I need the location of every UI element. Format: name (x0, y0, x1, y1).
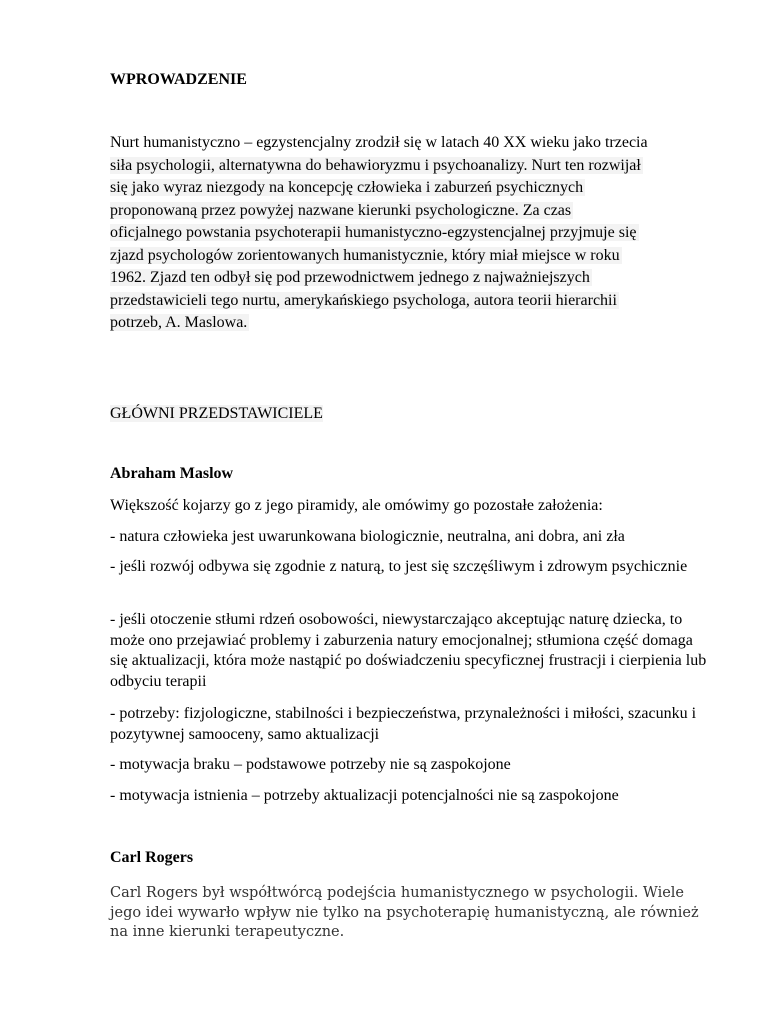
intro-line: 1962. Zjazd ten odbył się pod przewodnictwem jednego z najważniejszych (110, 269, 590, 286)
maslow-point: - potrzeby: fizjologiczne, stabilności i bezpieczeństwa, przynależności i miłości, szacunku i pozytywnej samooceny, samo aktualizacji (110, 705, 697, 743)
rogers-paragraph: Carl Rogers był współtwórcą podejścia humanistycznego w psychologii. Wiele jego idei wywarło wpływ nie tylko na psychoterapię humanistyczną, ale również na inne kierunki terapeutyczne. (110, 885, 699, 940)
intro-line: siła psychologii, alternatywna do behawioryzmu i psychoanalizy. Nurt ten rozwijał (110, 156, 641, 174)
maslow-point: - natura człowieka jest uwarunkowana biologicznie, neutralna, ani dobra, ani zła (110, 528, 625, 545)
maslow-intro: Większość kojarzy go z jego piramidy, ale omówimy go pozostałe założenia: (110, 497, 603, 514)
maslow-point: - motywacja istnienia – potrzeby aktualizacji potencjalności nie są zaspokojone (110, 787, 619, 804)
intro-line: proponowaną przez powyżej nazwane kierunki psychologiczne. Za czas (110, 201, 572, 219)
intro-line: potrzeb, A. Maslowa. (110, 314, 248, 331)
maslow-point: - jeśli otoczenie stłumi rdzeń osobowości, niewystarczająco akceptując naturę dziecka, to może ono przejawiać problemy i zaburzenia natury emocjonalnej; stłumiona część domaga się aktualizacji, która może nastąpić po doświadczeniu specyficznej frustracji i cierpienia lub odbyciu terapii (110, 611, 707, 690)
section-title: GŁÓWNI PRZEDSTAWICIELE (110, 405, 323, 422)
intro-line: Nurt humanistyczno – egzystencjalny zrodził się w latach 40 XX wieku jako trzecia (110, 134, 648, 151)
intro-line: się jako wyraz niezgody na koncepcję człowieka i zaburzeń psychicznych (110, 179, 584, 196)
page-title: WPROWADZENIE (110, 71, 247, 88)
intro-line: oficjalnego powstania psychoterapii humanistyczno-egzystencjalnej przyjmuje się (110, 224, 637, 241)
maslow-point: - motywacja braku – podstawowe potrzeby nie są zaspokojone (110, 756, 511, 773)
intro-line: przedstawicieli tego nurtu, amerykańskiego psychologa, autora teorii hierarchii (110, 291, 617, 309)
intro-paragraph (110, 132, 710, 335)
rogers-heading: Carl Rogers (110, 849, 194, 866)
maslow-heading: Abraham Maslow (110, 465, 234, 482)
maslow-point: - jeśli rozwój odbywa się zgodnie z naturą, to jest się szczęśliwym i zdrowym psychicznie (110, 558, 688, 575)
intro-line: zjazd psychologów zorientowanych humanistycznie, który miał miejsce w roku (110, 246, 620, 264)
